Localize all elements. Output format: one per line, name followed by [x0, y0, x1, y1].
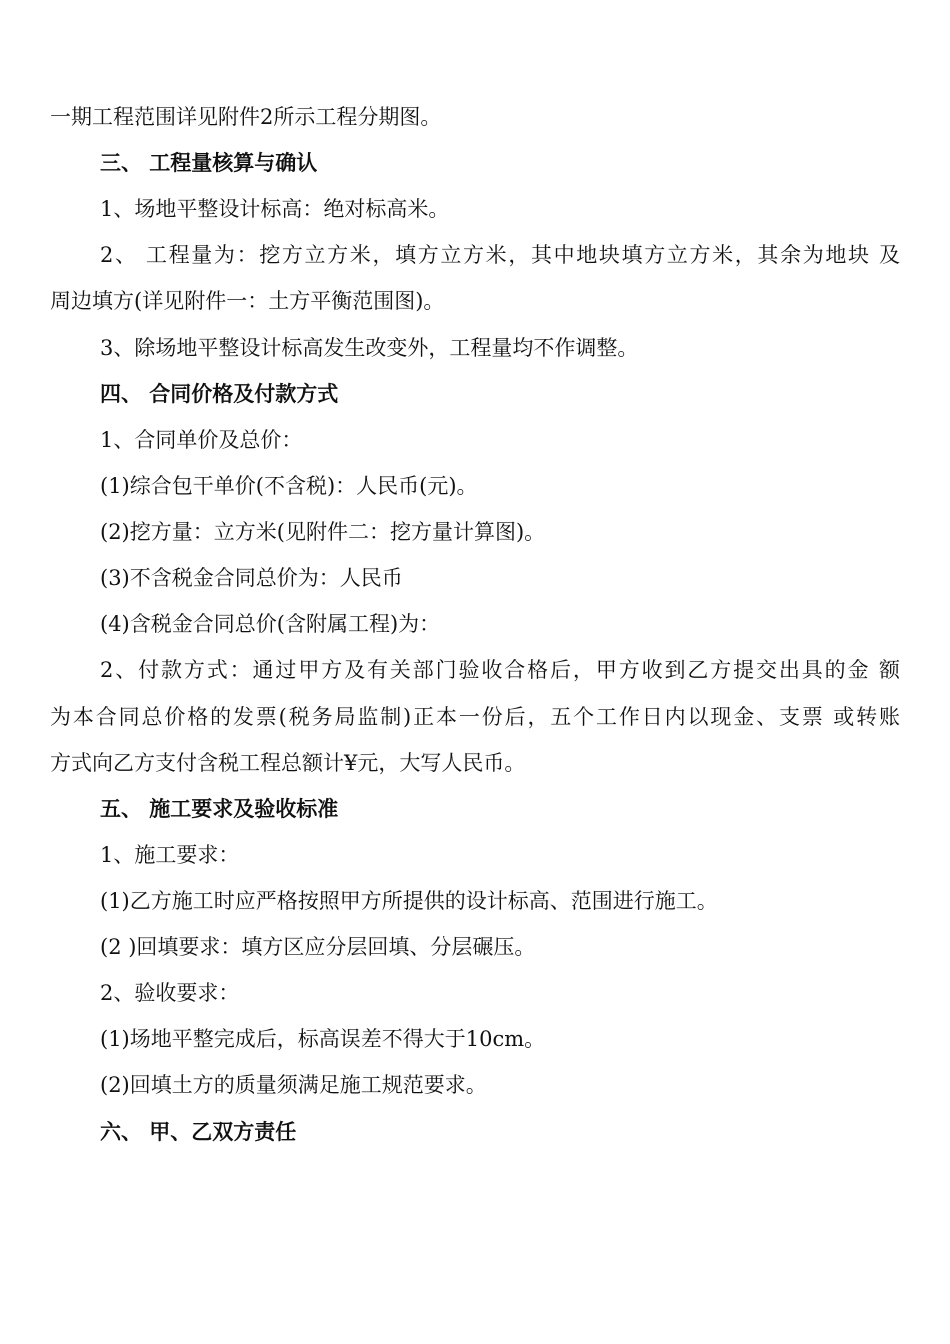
section-heading-5: 五、 施工要求及验收标准: [100, 797, 339, 821]
paragraph-line: 3、除场地平整设计标高发生改变外，工程量均不作调整。: [100, 336, 639, 360]
paragraph-line: 一期工程范围详见附件2所示工程分期图。: [50, 105, 442, 129]
list-item: (2)回填土方的质量须满足施工规范要求。: [100, 1073, 487, 1097]
list-item: (4)含税金合同总价(含附属工程)为：: [100, 612, 441, 636]
paragraph-line: 2、验收要求：: [100, 981, 240, 1005]
list-item: (2)挖方量：立方米(见附件二：挖方量计算图)。: [100, 520, 546, 544]
list-item: (3)不含税金合同总价为：人民币: [100, 566, 403, 590]
paragraph-line: 方式向乙方支付含税工程总额计¥元，大写人民币。: [50, 751, 526, 775]
paragraph-line: 1、合同单价及总价：: [100, 428, 303, 452]
list-item: (1)综合包干单价(不含税)：人民币(元)。: [100, 474, 478, 498]
paragraph-line: 1、施工要求：: [100, 843, 240, 867]
section-heading-4: 四、 合同价格及付款方式: [100, 382, 339, 406]
paragraph-line: 1、场地平整设计标高：绝对标高米。: [100, 197, 450, 221]
list-item: (2 )回填要求：填方区应分层回填、分层碾压。: [100, 935, 536, 959]
paragraph-line: 2、付款方式：通过甲方及有关部门验收合格后，甲方收到乙方提交出具的金 额: [100, 658, 900, 682]
paragraph-line: 为本合同总价格的发票(税务局监制)正本一份后，五个工作日内以现金、支票 或转账: [50, 705, 900, 729]
section-heading-3: 三、 工程量核算与确认: [100, 151, 318, 175]
paragraph-line: 2、 工程量为：挖方立方米，填方立方米，其中地块填方立方米，其余为地块 及: [100, 243, 900, 267]
paragraph-line: 周边填方(详见附件一：土方平衡范围图)。: [50, 289, 445, 313]
section-heading-6: 六、 甲、乙双方责任: [100, 1120, 297, 1144]
list-item: (1)乙方施工时应严格按照甲方所提供的设计标高、范围进行施工。: [100, 889, 718, 913]
list-item: (1)场地平整完成后，标高误差不得大于10cm。: [100, 1027, 546, 1051]
